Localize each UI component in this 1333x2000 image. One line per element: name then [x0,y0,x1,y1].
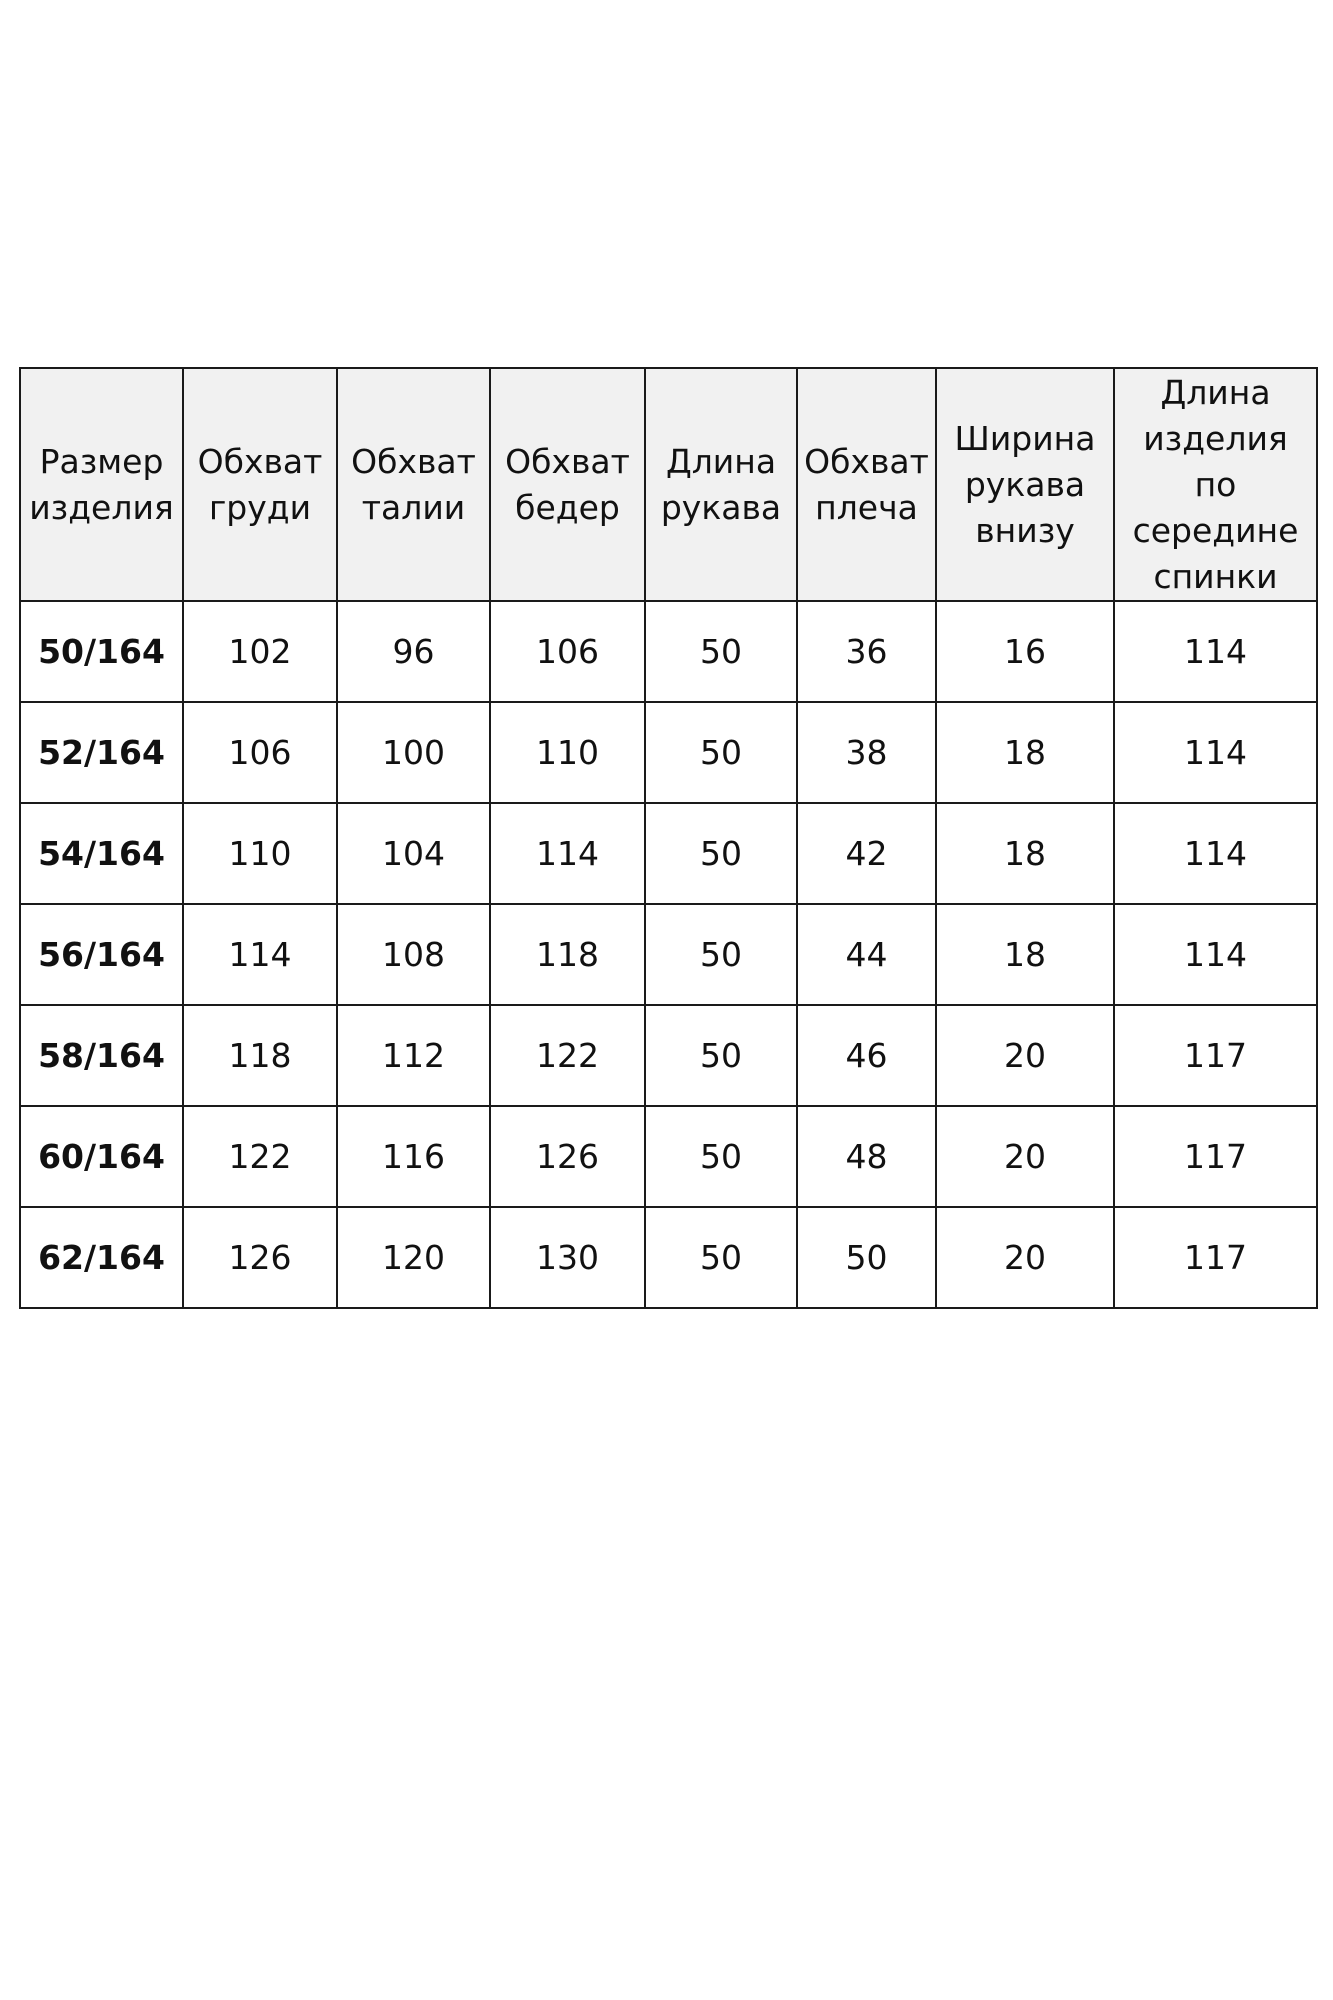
size-cell: 52/164 [20,702,183,803]
sleeve-length-cell: 50 [645,1106,797,1207]
header-chest [183,368,337,601]
waist-cell: 120 [337,1207,490,1308]
header-size-line: изделия [29,487,174,527]
size-cell: 56/164 [20,904,183,1005]
chest-cell: 118 [183,1005,337,1106]
shoulder-cell: 46 [797,1005,936,1106]
size-cell: 60/164 [20,1106,183,1207]
sleeve-length-cell: 50 [645,1005,797,1106]
table-row [20,1005,1317,1106]
hips-cell: 114 [490,803,645,904]
hips-cell: 122 [490,1005,645,1106]
waist-cell: 108 [337,904,490,1005]
sleeve-width-cell: 16 [936,601,1114,702]
header-sleeve-width-line: Ширина [954,418,1096,458]
back-length-cell: 114 [1114,601,1317,702]
header-back-length-line: спинки [1153,556,1278,596]
hips-cell: 126 [490,1106,645,1207]
header-size [20,368,183,601]
shoulder-cell: 42 [797,803,936,904]
header-back-length [1114,368,1317,601]
chest-cell: 110 [183,803,337,904]
chest-cell: 122 [183,1106,337,1207]
waist-cell: 112 [337,1005,490,1106]
back-length-cell: 114 [1114,803,1317,904]
header-back-length-line: середине [1132,510,1299,550]
chest-cell: 106 [183,702,337,803]
table-row [20,904,1317,1005]
header-waist [337,368,490,601]
header-chest-line: груди [208,487,312,527]
header-sleeve-length [645,368,797,601]
back-length-cell: 117 [1114,1106,1317,1207]
header-hips [490,368,645,601]
hips-cell: 106 [490,601,645,702]
shoulder-cell: 48 [797,1106,936,1207]
hips-cell: 130 [490,1207,645,1308]
back-length-cell: 117 [1114,1005,1317,1106]
sleeve-width-cell: 18 [936,803,1114,904]
table-row [20,1207,1317,1308]
shoulder-cell: 38 [797,702,936,803]
table-row [20,1106,1317,1207]
header-chest-line: Обхват [197,441,323,481]
shoulder-cell: 50 [797,1207,936,1308]
chest-cell: 126 [183,1207,337,1308]
header-waist-line: талии [361,487,466,527]
header-hips-line: бедер [515,487,620,527]
table-row [20,702,1317,803]
sleeve-length-cell: 50 [645,1207,797,1308]
header-sleeve-length-line: рукава [660,487,782,527]
header-sleeve-width-line: рукава [964,464,1086,504]
header-shoulder [797,368,936,601]
waist-cell: 96 [337,601,490,702]
sleeve-length-cell: 50 [645,803,797,904]
shoulder-cell: 36 [797,601,936,702]
back-length-cell: 117 [1114,1207,1317,1308]
hips-cell: 110 [490,702,645,803]
header-back-length-line: по [1194,464,1237,504]
header-shoulder-line: плеча [815,487,918,527]
hips-cell: 118 [490,904,645,1005]
header-sleeve-length-line: Длина [665,441,777,481]
chest-cell: 114 [183,904,337,1005]
header-row [20,368,1317,601]
size-cell: 54/164 [20,803,183,904]
sleeve-width-cell: 18 [936,904,1114,1005]
chest-cell: 102 [183,601,337,702]
header-back-length-line: Длина [1160,372,1271,412]
header-waist-line: Обхват [351,441,476,481]
size-cell: 58/164 [20,1005,183,1106]
waist-cell: 100 [337,702,490,803]
sleeve-length-cell: 50 [645,601,797,702]
back-length-cell: 114 [1114,702,1317,803]
sleeve-width-cell: 20 [936,1106,1114,1207]
size-cell: 50/164 [20,601,183,702]
shoulder-cell: 44 [797,904,936,1005]
waist-cell: 104 [337,803,490,904]
sleeve-length-cell: 50 [645,702,797,803]
sleeve-length-cell: 50 [645,904,797,1005]
size-chart-table [19,367,1318,1309]
table-row [20,601,1317,702]
waist-cell: 116 [337,1106,490,1207]
header-sleeve-width-line: внизу [975,510,1075,550]
sleeve-width-cell: 18 [936,702,1114,803]
header-back-length-line: изделия [1143,418,1288,458]
table-row [20,803,1317,904]
back-length-cell: 114 [1114,904,1317,1005]
sleeve-width-cell: 20 [936,1005,1114,1106]
sleeve-width-cell: 20 [936,1207,1114,1308]
header-size-line: Размер [39,441,164,481]
header-shoulder-line: Обхват [804,441,929,481]
header-hips-line: Обхват [505,441,630,481]
size-cell: 62/164 [20,1207,183,1308]
header-sleeve-width [936,368,1114,601]
